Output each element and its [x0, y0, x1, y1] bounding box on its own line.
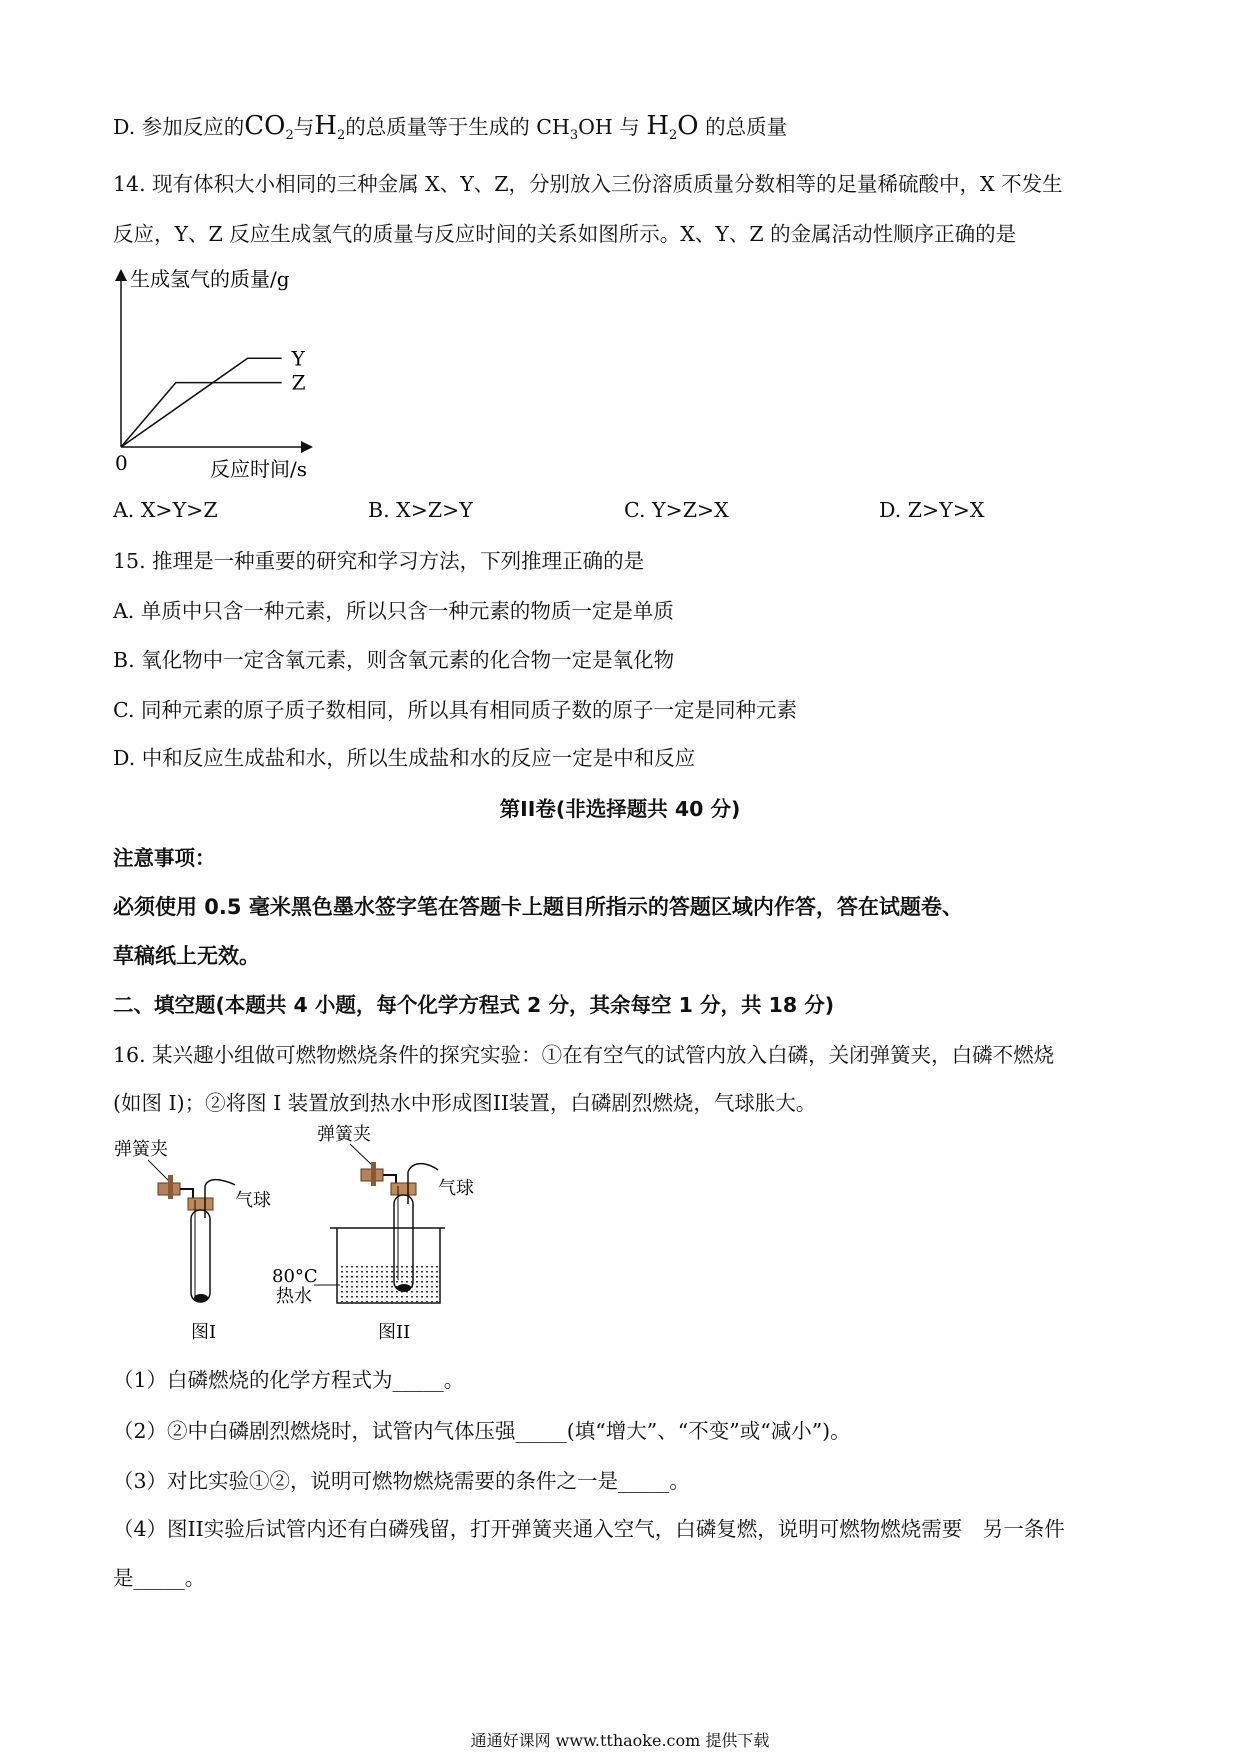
- q15-option-b[interactable]: B. 氧化物中一定含氧元素，则含氧元素的化合物一定是氧化物: [113, 648, 675, 672]
- q15-stem: 15. 推理是一种重要的研究和学习方法，下列推理正确的是: [113, 549, 645, 573]
- subscript: 2: [285, 128, 294, 144]
- fig2-caption: 图II: [378, 1322, 411, 1343]
- stopper: [391, 1183, 416, 1195]
- q16-sub2: （2）②中白磷剧烈燃烧时，试管内气体压强_____(填“增大”、“不变”或“减小”)。: [113, 1419, 851, 1443]
- formula-h2o-o: O: [677, 111, 699, 141]
- subscript: 2: [336, 128, 346, 144]
- q15-option-a[interactable]: A. 单质中只含一种元素，所以只含一种元素的物质一定是单质: [113, 599, 674, 623]
- q16-sub3: （3）对比实验①②，说明可燃物燃烧需要的条件之一是_____。: [113, 1469, 690, 1493]
- clamp-label: 弹簧夹: [114, 1139, 168, 1160]
- notice-line1: 必须使用 0.5 毫米黑色墨水签字笔在答题卡上题目所指示的答题区域内作答，答在试题卷、: [113, 895, 963, 919]
- experiment-figures: [100, 1120, 520, 1355]
- series-line-y: [121, 358, 282, 447]
- white-phosphorus: [194, 1294, 208, 1302]
- q15-option-c[interactable]: C. 同种元素的原子质子数相同，所以具有相同质子数的原子一定是同种元素: [113, 698, 797, 722]
- q16-stem-line1: 16. 某兴趣小组做可燃物燃烧条件的探究实验：①在有空气的试管内放入白磷，关闭弹簧夹，白磷不燃烧: [113, 1043, 1055, 1067]
- q16-sub4-line2: 是_____。: [113, 1566, 206, 1590]
- white-phosphorus: [397, 1284, 411, 1292]
- text: 与: [293, 115, 315, 139]
- fig1-caption: 图I: [191, 1322, 217, 1343]
- temperature-label: 80°C: [272, 1266, 318, 1287]
- subscript: 2: [669, 128, 678, 144]
- y-axis-label: 生成氢气的质量/g: [130, 267, 290, 291]
- series-label-z: Z: [291, 370, 306, 395]
- text: 的总质量: [705, 115, 788, 139]
- text: 的总质量等于生成的 CH: [345, 115, 570, 139]
- q15-option-d[interactable]: D. 中和反应生成盐和水，所以生成盐和水的反应一定是中和反应: [113, 746, 696, 770]
- q14-stem-line1: 14. 现有体积大小相同的三种金属 X、Y、Z，分别放入三份溶质质量分数相等的足量稀硫酸中，X 不发生: [113, 172, 1063, 196]
- clamp-label: 弹簧夹: [317, 1124, 371, 1145]
- text: OH 与: [578, 115, 640, 139]
- section-heading: 二、填空题(本题共 4 小题，每个化学方程式 2 分，其余每空 1 分，共 18 分): [113, 993, 835, 1017]
- balloon-label: 气球: [235, 1190, 271, 1211]
- formula-h2: H: [314, 111, 337, 141]
- q16-stem-line2: (如图 I)；②将图 I 装置放到热水中形成图II装置，白磷剧烈燃烧，气球胀大。: [113, 1091, 817, 1115]
- figure-2: [272, 1124, 474, 1343]
- formula-co2: CO: [244, 111, 286, 141]
- hot-water-label: 热水: [276, 1286, 312, 1307]
- part2-title: 第II卷(非选择题共 40 分): [499, 797, 741, 821]
- footer-watermark: 通通好课网 www.tthaoke.com 提供下载: [470, 1731, 770, 1750]
- notice-title: 注意事项：: [113, 846, 216, 870]
- series-label-y: Y: [291, 346, 305, 371]
- subscript: 3: [569, 128, 579, 144]
- figure-1: [114, 1139, 271, 1343]
- origin-label: 0: [115, 451, 128, 475]
- stopper: [188, 1198, 213, 1210]
- hydrogen-mass-chart: [0, 0, 1240, 500]
- q16-sub4-line1: （4）图II实验后试管内还有白磷残留，打开弹簧夹通入空气，白磷复燃，说明可燃物燃烧需要 另一条件: [113, 1517, 1065, 1541]
- balloon-label: 气球: [438, 1178, 474, 1199]
- notice-line2: 草稿纸上无效。: [113, 944, 260, 968]
- text: D. 参加反应的: [113, 115, 245, 139]
- formula-h2o: H: [646, 111, 670, 141]
- q14-option-d[interactable]: D. Z>Y>X: [879, 498, 985, 522]
- x-axis-label: 反应时间/s: [210, 457, 308, 481]
- hot-water: [338, 1263, 439, 1302]
- q16-sub1: （1）白磷燃烧的化学方程式为_____。: [113, 1368, 465, 1392]
- test-tube: [191, 1210, 210, 1302]
- q14-option-b[interactable]: B. X>Z>Y: [368, 498, 473, 522]
- series-line-z: [121, 383, 282, 447]
- q14-option-c[interactable]: C. Y>Z>X: [624, 498, 729, 522]
- q14-stem-line2: 反应，Y、Z 反应生成氢气的质量与反应时间的关系如图所示。X、Y、Z 的金属活动性顺序正确的是: [113, 222, 1017, 246]
- q14-option-a[interactable]: A. X>Y>Z: [113, 498, 218, 522]
